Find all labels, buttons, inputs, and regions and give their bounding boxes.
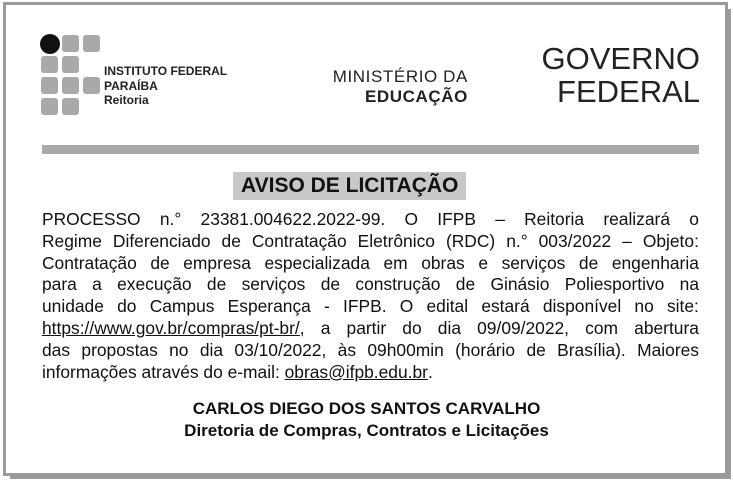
- logo-cell: [83, 35, 100, 52]
- body-word: edital: [426, 296, 469, 317]
- body-word: de: [578, 252, 599, 273]
- body-word: Brasília).: [557, 339, 626, 360]
- body-word: Regime: [42, 230, 102, 251]
- body-word: com: [585, 317, 619, 338]
- ministry-line1: MINISTÉRIO DA: [332, 67, 468, 86]
- ministry-line2: EDUCAÇÃO: [364, 87, 468, 106]
- body-word: dia: [437, 317, 461, 338]
- body-word: estará: [481, 296, 530, 317]
- logo-cell: [83, 77, 100, 94]
- body-word: Esperança: [227, 296, 311, 317]
- body-word: de: [206, 274, 227, 295]
- body-word: realizará: [603, 209, 671, 229]
- signatory-name: CARLOS DIEGO DOS SANTOS CARVALHO: [192, 399, 541, 418]
- body-word: Campus: [149, 296, 215, 317]
- body-line: [42, 209, 699, 231]
- logo-dot: [40, 34, 60, 54]
- body-word: disponível: [542, 296, 622, 317]
- government-line1: GOVERNO: [541, 41, 700, 76]
- body-line: [42, 296, 699, 318]
- site-link[interactable]: https://www.gov.br/compras/pt-br/: [42, 317, 300, 338]
- body-word: de: [526, 339, 546, 360]
- body-word: execução: [117, 274, 192, 295]
- body-word: empresa: [183, 252, 251, 273]
- body-word: para: [42, 274, 77, 295]
- body-word: a: [92, 274, 102, 295]
- notice-body: [42, 209, 699, 383]
- logo-cell: [41, 56, 58, 73]
- institute-line: PARAÍBA: [104, 78, 158, 93]
- body-word: no: [169, 339, 189, 360]
- logo-cell: [41, 77, 58, 94]
- notice-title: AVISO DE LICITAÇÃO: [233, 172, 466, 200]
- body-word: Contratação: [251, 230, 347, 251]
- body-word: Ginásio: [490, 274, 550, 295]
- logo-cell: [62, 98, 79, 115]
- body-word: IFPB.: [343, 296, 387, 317]
- body-word: serviços: [241, 274, 306, 295]
- body-word: Poliesportivo: [564, 274, 665, 295]
- body-word: partir: [346, 317, 387, 338]
- body-word: propostas: [81, 339, 158, 360]
- body-word: Reitoria: [524, 209, 585, 229]
- government-line2: FEDERAL: [557, 74, 700, 109]
- body-word: obras: [421, 252, 465, 273]
- body-word: Maiores: [637, 339, 699, 360]
- body-word: (horário: [455, 339, 516, 360]
- body-word: n.°: [506, 230, 528, 251]
- body-word: -: [324, 296, 330, 317]
- institute-line: INSTITUTO FEDERAL: [104, 64, 228, 78]
- body-word: das: [42, 339, 71, 360]
- body-word: (RDC): [445, 230, 496, 251]
- body-word: engenharia: [611, 252, 699, 273]
- body-word: de: [455, 274, 476, 295]
- body-word: site:: [666, 296, 699, 317]
- body-word: serviços: [501, 252, 566, 273]
- body-word: abertura: [634, 317, 699, 338]
- body-word: n.°: [159, 209, 182, 229]
- body-word: O: [404, 209, 419, 229]
- header-divider: [42, 145, 699, 154]
- body-word: Eletrônico: [357, 230, 435, 251]
- body-word: no: [634, 296, 654, 317]
- body-word: 23381.004622.2022-99.: [200, 209, 386, 229]
- body-word: PROCESSO: [42, 209, 141, 229]
- body-word: de: [150, 252, 170, 273]
- body-word: 03/10/2022,: [234, 339, 327, 360]
- body-word: às: [337, 339, 357, 360]
- body-word: do: [402, 317, 422, 338]
- ministry-logo: [316, 67, 468, 107]
- body-line: [42, 274, 699, 296]
- body-word: e: [478, 252, 488, 273]
- body-word: dia: [199, 339, 224, 360]
- body-line: [42, 340, 699, 362]
- body-text: informações através do e-mail:: [42, 361, 285, 382]
- body-line: [42, 318, 699, 340]
- body-word: Diferenciado: [112, 230, 211, 251]
- email-link[interactable]: obras@ifpb.edu.br: [284, 361, 428, 382]
- institute-line: Reitoria: [104, 93, 149, 107]
- body-word: do: [117, 296, 137, 317]
- body-word: –: [495, 209, 505, 229]
- body-word: de: [320, 274, 341, 295]
- body-word: unidade: [42, 296, 104, 317]
- signatory-department: Diretoria de Compras, Contratos e Licitações: [184, 421, 549, 440]
- body-word: O: [399, 296, 414, 317]
- body-word: de: [221, 230, 241, 251]
- body-word: 09h00min: [367, 339, 444, 360]
- body-word: Contratação: [42, 252, 137, 273]
- government-logo: [520, 42, 700, 108]
- body-word: em: [383, 252, 408, 273]
- body-line: [42, 231, 699, 253]
- logo-cell: [41, 98, 58, 115]
- body-word: 003/2022: [538, 230, 612, 251]
- body-word: Objeto:: [642, 230, 699, 251]
- body-line: [42, 253, 699, 275]
- logo-cell: [62, 35, 79, 52]
- body-line: [42, 362, 699, 384]
- body-word: na: [679, 274, 699, 295]
- body-word: IFPB: [437, 209, 476, 229]
- body-word: 09/09/2022,: [477, 317, 570, 338]
- body-text: .: [427, 361, 433, 382]
- body-word: ,: [299, 317, 305, 338]
- body-word: especializada: [264, 252, 370, 273]
- body-word: a: [320, 317, 331, 338]
- institute-name: [104, 64, 227, 108]
- logo-cell: [62, 56, 79, 73]
- body-word: o: [689, 209, 699, 229]
- body-word: construção: [355, 274, 441, 295]
- body-word: –: [622, 230, 632, 251]
- logo-cell: [62, 77, 79, 94]
